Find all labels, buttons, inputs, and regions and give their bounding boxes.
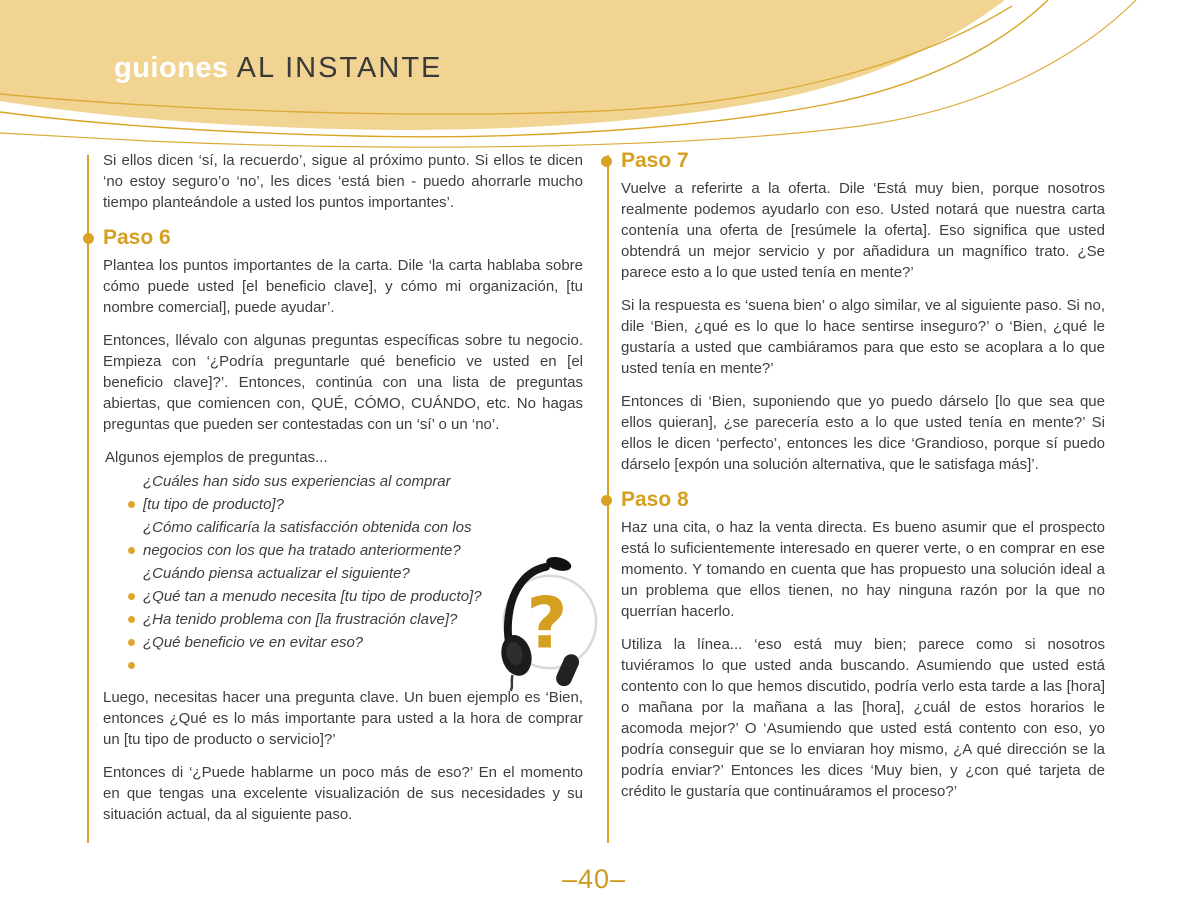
paso-6-paragraph-2: Entonces, llévalo con algunas preguntas específicas sobre tu negocio. Empieza con ‘¿Podría preguntarle qué beneficio ve usted en [el beneficio clave]?’. Entonces, continúa con una lista de preguntas abiertas, que comiencen con, QUÉ, CÓMO, CUÁNDO, etc. No hagas preguntas que pueden ser contestadas con un ‘sí’ o un ‘no’. xyxy=(103,332,583,433)
examples-label: Algunos ejemplos de preguntas... xyxy=(105,449,328,466)
example-question-text: ¿Cuáles han sido sus experiencias al comprar xyxy=(143,473,451,490)
question-mark-glyph: ? xyxy=(526,581,568,665)
list-bullet-icon xyxy=(128,501,135,508)
example-question-item xyxy=(143,493,583,516)
step-bullet-icon xyxy=(601,156,612,167)
paso-6-paragraph-3: Luego, necesitas hacer una pregunta clave. Un buen ejemplo es ‘Bien, entonces ¿Qué es lo más importante para usted a la hora de comprar un [tu tipo de producto o servicio]?’ xyxy=(103,689,583,748)
paso-8-paragraph-2: Utiliza la línea... ‘eso está muy bien; parece como si nosotros tuviéramos lo que usted anda buscando. Asumiendo que usted está contento con lo que hemos discutido, podría verlo esta tarde a las [hora] o mañana por la mañana a las [hora], ¿cuál de estos horarios le acomoda mejor?’ O ‘Asumiendo que usted está contento con eso, yo podría conseguir que se lo enviaran hoy mismo, ¿A qué dirección se la podría enviar?’ Entonces les dices ‘Muy bien, y ¿con qué tarjeta de crédito le gustaría que continuáramos el proceso?’ xyxy=(621,636,1105,800)
paso-8-title-text: Paso 8 xyxy=(621,488,689,511)
paso-7-paragraph-2: Si la respuesta es ‘suena bien’ o algo similar, ve al siguiente paso. Si no, dile ‘Bien, ¿qué es lo que lo hace sentirse inseguro?’ o ‘Bien, ¿qué le gustaría a usted que cambiáramos para que esto se acoplara a lo que usted tenía en mente?’ xyxy=(621,297,1105,377)
paso-6-paragraph-4: Entonces di ‘¿Puede hablarme un poco más de eso?’ En el momento en que tengas una excelente visualización de sus necesidades y su situación actual, da al siguiente paso. xyxy=(103,764,583,823)
example-question-text: negocios con los que ha tratado anteriormente? xyxy=(143,542,461,559)
paso-6-paragraph-1: Plantea los puntos importantes de la carta. Dile ‘la carta hablaba sobre cómo puede usted [el beneficio clave], y cómo mi organización, [tu nombre comercial], puede ayudar’. xyxy=(103,257,583,316)
paso-7-title-text: Paso 7 xyxy=(621,149,689,172)
page-header xyxy=(0,0,1188,160)
page-number-dash-right: – xyxy=(610,864,627,894)
brand-logo-secondary: AL INSTANTE xyxy=(236,52,443,84)
list-bullet-icon xyxy=(128,639,135,646)
headset-question-icon xyxy=(485,550,603,692)
page-number-dash-left: – xyxy=(561,864,578,894)
paso-8-heading xyxy=(621,489,1105,510)
example-question-text: ¿Cuándo piensa actualizar el siguiente? xyxy=(143,565,410,582)
intro-paragraph: Si ellos dicen ‘sí, la recuerdo’, sigue al próximo punto. Si ellos te dicen ‘no estoy seguro’o ‘no’, les dices ‘está bien - puedo ahorrarle mucho tiempo planteándole a usted los puntos importantes’. xyxy=(103,152,583,211)
paso-7-heading xyxy=(621,150,1105,171)
list-bullet-icon xyxy=(128,616,135,623)
left-column-rule xyxy=(87,155,89,843)
list-bullet-icon xyxy=(128,593,135,600)
step-bullet-icon xyxy=(601,495,612,506)
paso-7-paragraph-3: Entonces di ‘Bien, suponiendo que yo puedo dárselo [lo que sea que ellos quieran], ¿se parecería esto a lo que usted tenía en mente?’ Si ellos le dicen ‘perfecto’, entonces les dice ‘Grandioso, porque sí puedo dárselo [expón una solución alternativa, que le satisfaga más]’. xyxy=(621,393,1105,473)
paso-6-heading xyxy=(103,227,583,248)
left-column xyxy=(87,150,583,837)
brand-logo-primary: guiones xyxy=(114,52,229,84)
page-number xyxy=(0,864,1188,895)
example-question-text: [tu tipo de producto]? xyxy=(143,496,284,513)
example-question-text: ¿Cómo calificaría la satisfacción obtenida con los xyxy=(143,519,472,536)
example-question-text: ¿Qué tan a menudo necesita [tu tipo de producto]? xyxy=(143,588,482,605)
paso-6-title-text: Paso 6 xyxy=(103,226,171,249)
example-question-text: ¿Ha tenido problema con [la frustración clave]? xyxy=(143,611,458,628)
list-bullet-icon xyxy=(128,547,135,554)
example-question-text: ¿Qué beneficio ve en evitar eso? xyxy=(143,634,364,651)
paso-7-paragraph-1: Vuelve a referirte a la oferta. Dile ‘Está muy bien, porque nosotros realmente podemos ayudarlo con eso. Usted notará que nuestra carta contenía una oferta de [resúmele la oferta]. Eso significa que usted obtendrá un mejor servicio y por añadidura un magnífico trato. ¿Se parece esto a lo que usted tenía en mente?’ xyxy=(621,180,1105,281)
right-column xyxy=(607,150,1105,814)
step-bullet-icon xyxy=(83,233,94,244)
example-question-item xyxy=(143,470,583,493)
list-bullet-icon xyxy=(128,662,135,669)
example-question-item xyxy=(143,516,583,539)
page-number-value: 40 xyxy=(577,864,611,894)
paso-8-paragraph-1: Haz una cita, o haz la venta directa. Es bueno asumir que el prospecto está lo suficientemente interesado en querer verte, o en comprar en ese momento. Y tomando en cuenta que has propuesto una solución ideal a un problema que ellos tienen, no hay ninguna razón por la que no querrían hacerlo. xyxy=(621,519,1105,620)
brand-logo xyxy=(114,52,442,85)
